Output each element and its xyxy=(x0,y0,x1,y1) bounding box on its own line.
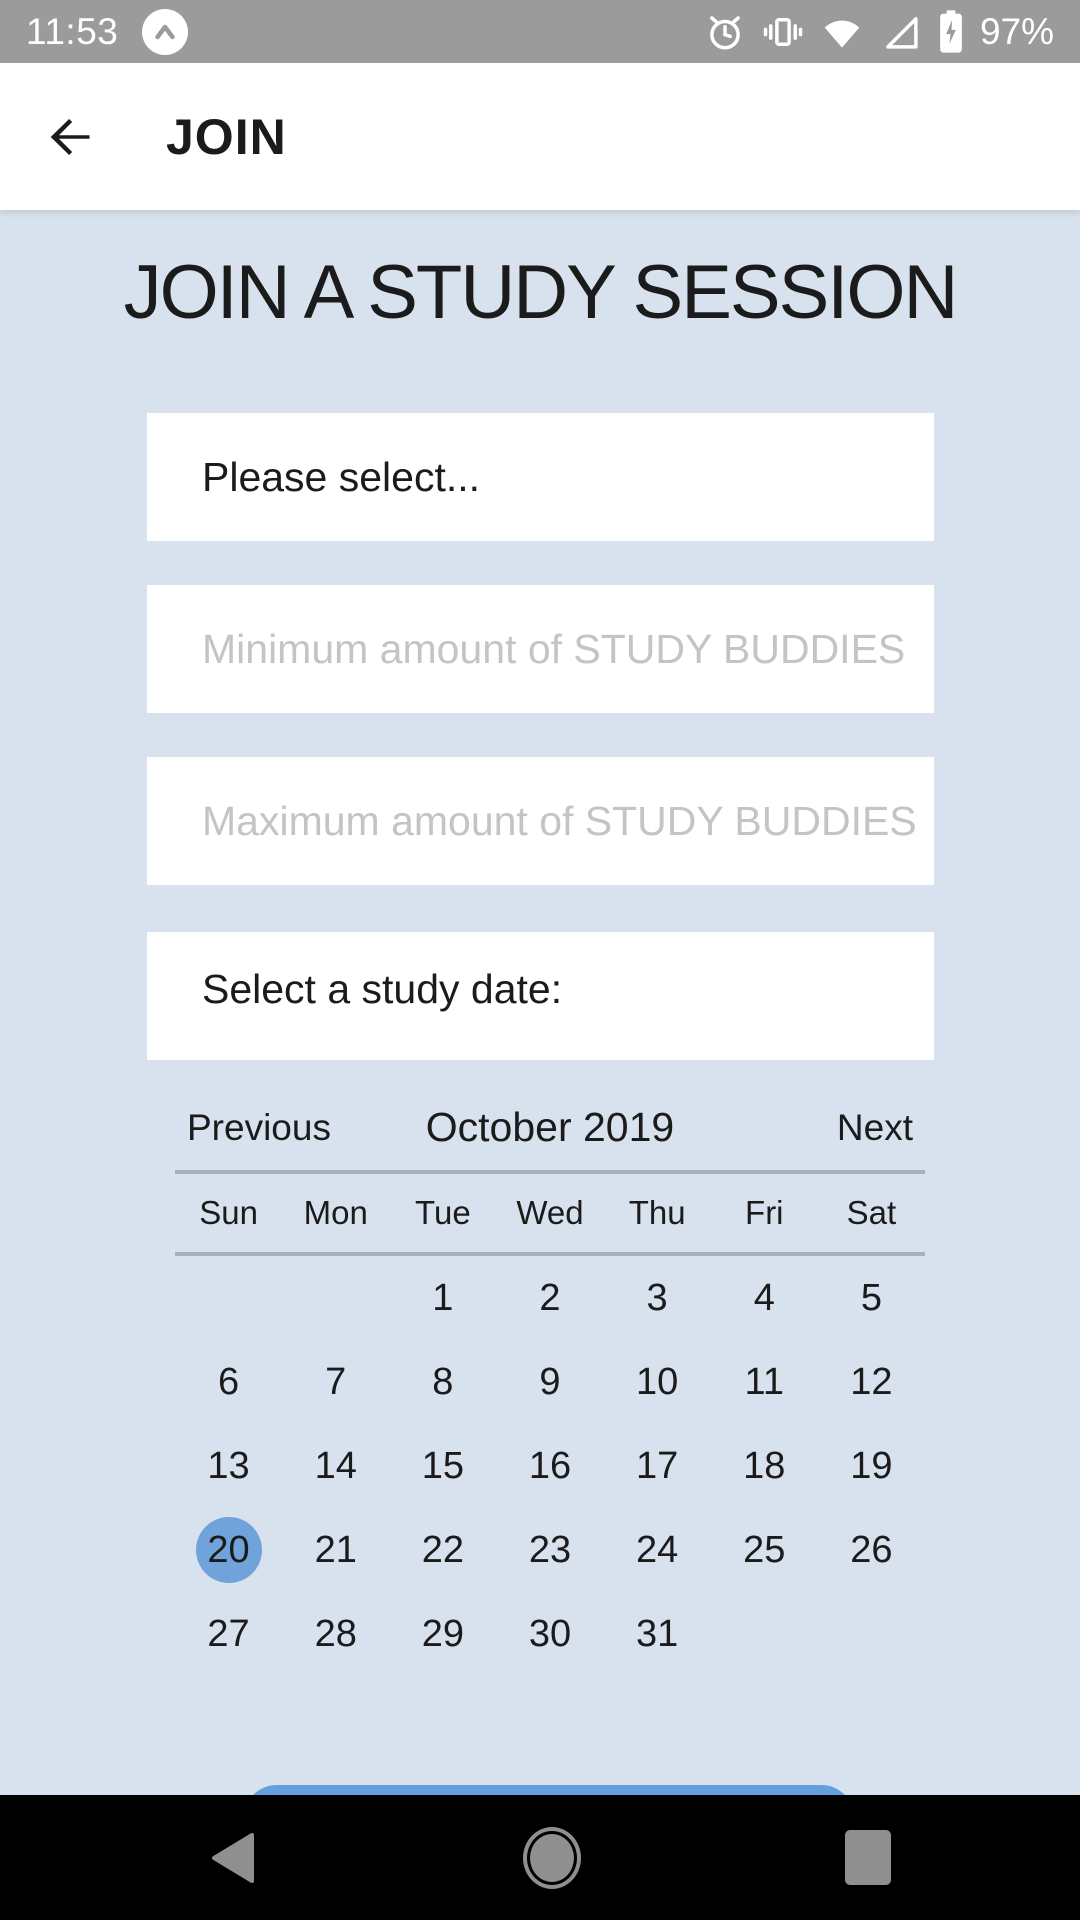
calendar-day-cell xyxy=(604,1256,711,1340)
max-buddies-input[interactable] xyxy=(202,757,934,885)
calendar-day[interactable]: 12 xyxy=(850,1360,893,1403)
session-heading: JOIN A STUDY SESSION xyxy=(123,249,957,335)
nav-recents-icon[interactable] xyxy=(808,1795,928,1920)
calendar-day[interactable]: 22 xyxy=(421,1528,464,1571)
calendar-day[interactable]: 30 xyxy=(528,1612,572,1655)
status-time: 11:53 xyxy=(26,10,119,52)
calendar-day-cell xyxy=(389,1256,496,1340)
calendar-weekday: Fri xyxy=(745,1194,784,1231)
calendar-weekday: Wed xyxy=(516,1194,584,1231)
wifi-icon xyxy=(820,10,864,54)
calendar-day[interactable]: 31 xyxy=(635,1612,679,1655)
app-bar xyxy=(0,63,1080,210)
calendar-day-cell xyxy=(711,1424,818,1508)
calendar-day[interactable]: 29 xyxy=(421,1612,464,1655)
calendar-day[interactable]: 10 xyxy=(635,1360,679,1403)
calendar-day[interactable]: 16 xyxy=(528,1444,572,1487)
calendar-nav xyxy=(175,1085,925,1170)
min-buddies-field xyxy=(147,585,934,713)
calendar-day[interactable]: 19 xyxy=(850,1444,893,1487)
calendar-day-cell xyxy=(175,1340,282,1424)
session-select[interactable] xyxy=(147,413,934,541)
calendar-day-cell xyxy=(496,1424,603,1508)
calendar-day-cell xyxy=(496,1340,603,1424)
calendar-day-cell xyxy=(604,1592,711,1676)
calendar-weekday: Thu xyxy=(628,1194,686,1231)
calendar-day-cell xyxy=(282,1592,389,1676)
cell-signal-icon xyxy=(880,11,922,53)
calendar-day[interactable]: 18 xyxy=(743,1444,786,1487)
calendar-day-cell xyxy=(175,1508,282,1592)
calendar-day[interactable]: 15 xyxy=(421,1444,464,1487)
calendar-day-cell xyxy=(818,1340,925,1424)
calendar-weekday: Sun xyxy=(199,1194,258,1231)
calendar-day-cell xyxy=(389,1424,496,1508)
calendar-day[interactable]: 25 xyxy=(743,1528,786,1571)
calendar-day-selected[interactable]: 20 xyxy=(196,1517,262,1583)
calendar-day[interactable]: 24 xyxy=(635,1528,679,1571)
calendar-day[interactable]: 8 xyxy=(432,1360,454,1403)
calendar-day-cell xyxy=(496,1508,603,1592)
calendar-weekday-row xyxy=(175,1174,925,1252)
calendar-day[interactable]: 26 xyxy=(850,1528,893,1571)
calendar-day[interactable]: 17 xyxy=(635,1444,679,1487)
calendar-day-cell xyxy=(818,1256,925,1340)
calendar-empty-cell xyxy=(282,1256,389,1340)
calendar-day-cell xyxy=(282,1424,389,1508)
calendar-day-cell xyxy=(604,1424,711,1508)
calendar-day-cell xyxy=(389,1508,496,1592)
calendar-day-cell xyxy=(496,1256,603,1340)
calendar-empty-cell xyxy=(711,1592,818,1676)
page-title: JOIN xyxy=(166,108,287,165)
calendar-day-cell xyxy=(711,1256,818,1340)
calendar-day[interactable]: 28 xyxy=(314,1612,357,1655)
calendar-previous-button[interactable]: Previous xyxy=(187,1106,331,1148)
calendar-weekday: Sat xyxy=(846,1194,897,1231)
calendar-weekday: Mon xyxy=(303,1194,368,1231)
battery-charging-icon xyxy=(938,10,964,54)
max-buddies-field xyxy=(147,757,934,885)
android-nav-bar xyxy=(0,1795,1080,1920)
calendar-day[interactable]: 3 xyxy=(646,1276,668,1319)
calendar-day[interactable]: 14 xyxy=(314,1444,357,1487)
calendar-day-cell xyxy=(389,1592,496,1676)
nav-back-icon[interactable] xyxy=(172,1795,292,1920)
status-bar xyxy=(0,0,1080,63)
calendar-day[interactable]: 5 xyxy=(860,1276,882,1319)
calendar-day[interactable]: 27 xyxy=(207,1612,250,1655)
calendar-day[interactable]: 2 xyxy=(539,1276,561,1319)
calendar-month-label: October 2019 xyxy=(425,1104,675,1150)
calendar-next-button[interactable]: Next xyxy=(836,1106,913,1148)
calendar-day-cell xyxy=(604,1340,711,1424)
calendar-day-cell xyxy=(389,1340,496,1424)
calendar-day-cell xyxy=(496,1592,603,1676)
calendar-day[interactable]: 21 xyxy=(314,1528,357,1571)
calendar-day-cell xyxy=(604,1508,711,1592)
calendar-day[interactable]: 13 xyxy=(207,1444,250,1487)
back-arrow-button[interactable] xyxy=(40,107,100,167)
calendar-day[interactable]: 4 xyxy=(753,1276,775,1319)
calendar-day-cell xyxy=(175,1424,282,1508)
calendar-empty-cell xyxy=(818,1592,925,1676)
calendar-day-cell xyxy=(711,1340,818,1424)
session-select-value: Please select... xyxy=(202,453,481,500)
calendar-day[interactable]: 7 xyxy=(325,1360,347,1403)
study-date-label: Select a study date: xyxy=(147,932,934,1060)
calendar-empty-cell xyxy=(175,1256,282,1340)
min-buddies-input[interactable] xyxy=(202,585,934,713)
notification-icon xyxy=(142,9,188,55)
alarm-icon xyxy=(704,11,746,53)
calendar-day[interactable]: 1 xyxy=(432,1276,454,1319)
calendar-day[interactable]: 23 xyxy=(528,1528,572,1571)
calendar-grid xyxy=(175,1256,925,1676)
nav-home-icon[interactable] xyxy=(492,1795,612,1920)
calendar xyxy=(175,1085,925,1676)
battery-percent: 97% xyxy=(979,10,1054,52)
calendar-day[interactable]: 6 xyxy=(217,1360,240,1403)
calendar-day-cell xyxy=(818,1508,925,1592)
calendar-day[interactable]: 9 xyxy=(539,1360,561,1403)
calendar-day-cell xyxy=(175,1592,282,1676)
vibrate-icon xyxy=(762,11,804,53)
calendar-weekday: Tue xyxy=(415,1194,471,1231)
calendar-day-cell xyxy=(818,1424,925,1508)
calendar-day[interactable]: 11 xyxy=(744,1360,784,1403)
calendar-day-cell xyxy=(711,1508,818,1592)
calendar-day-cell xyxy=(282,1508,389,1592)
calendar-day-cell xyxy=(282,1340,389,1424)
